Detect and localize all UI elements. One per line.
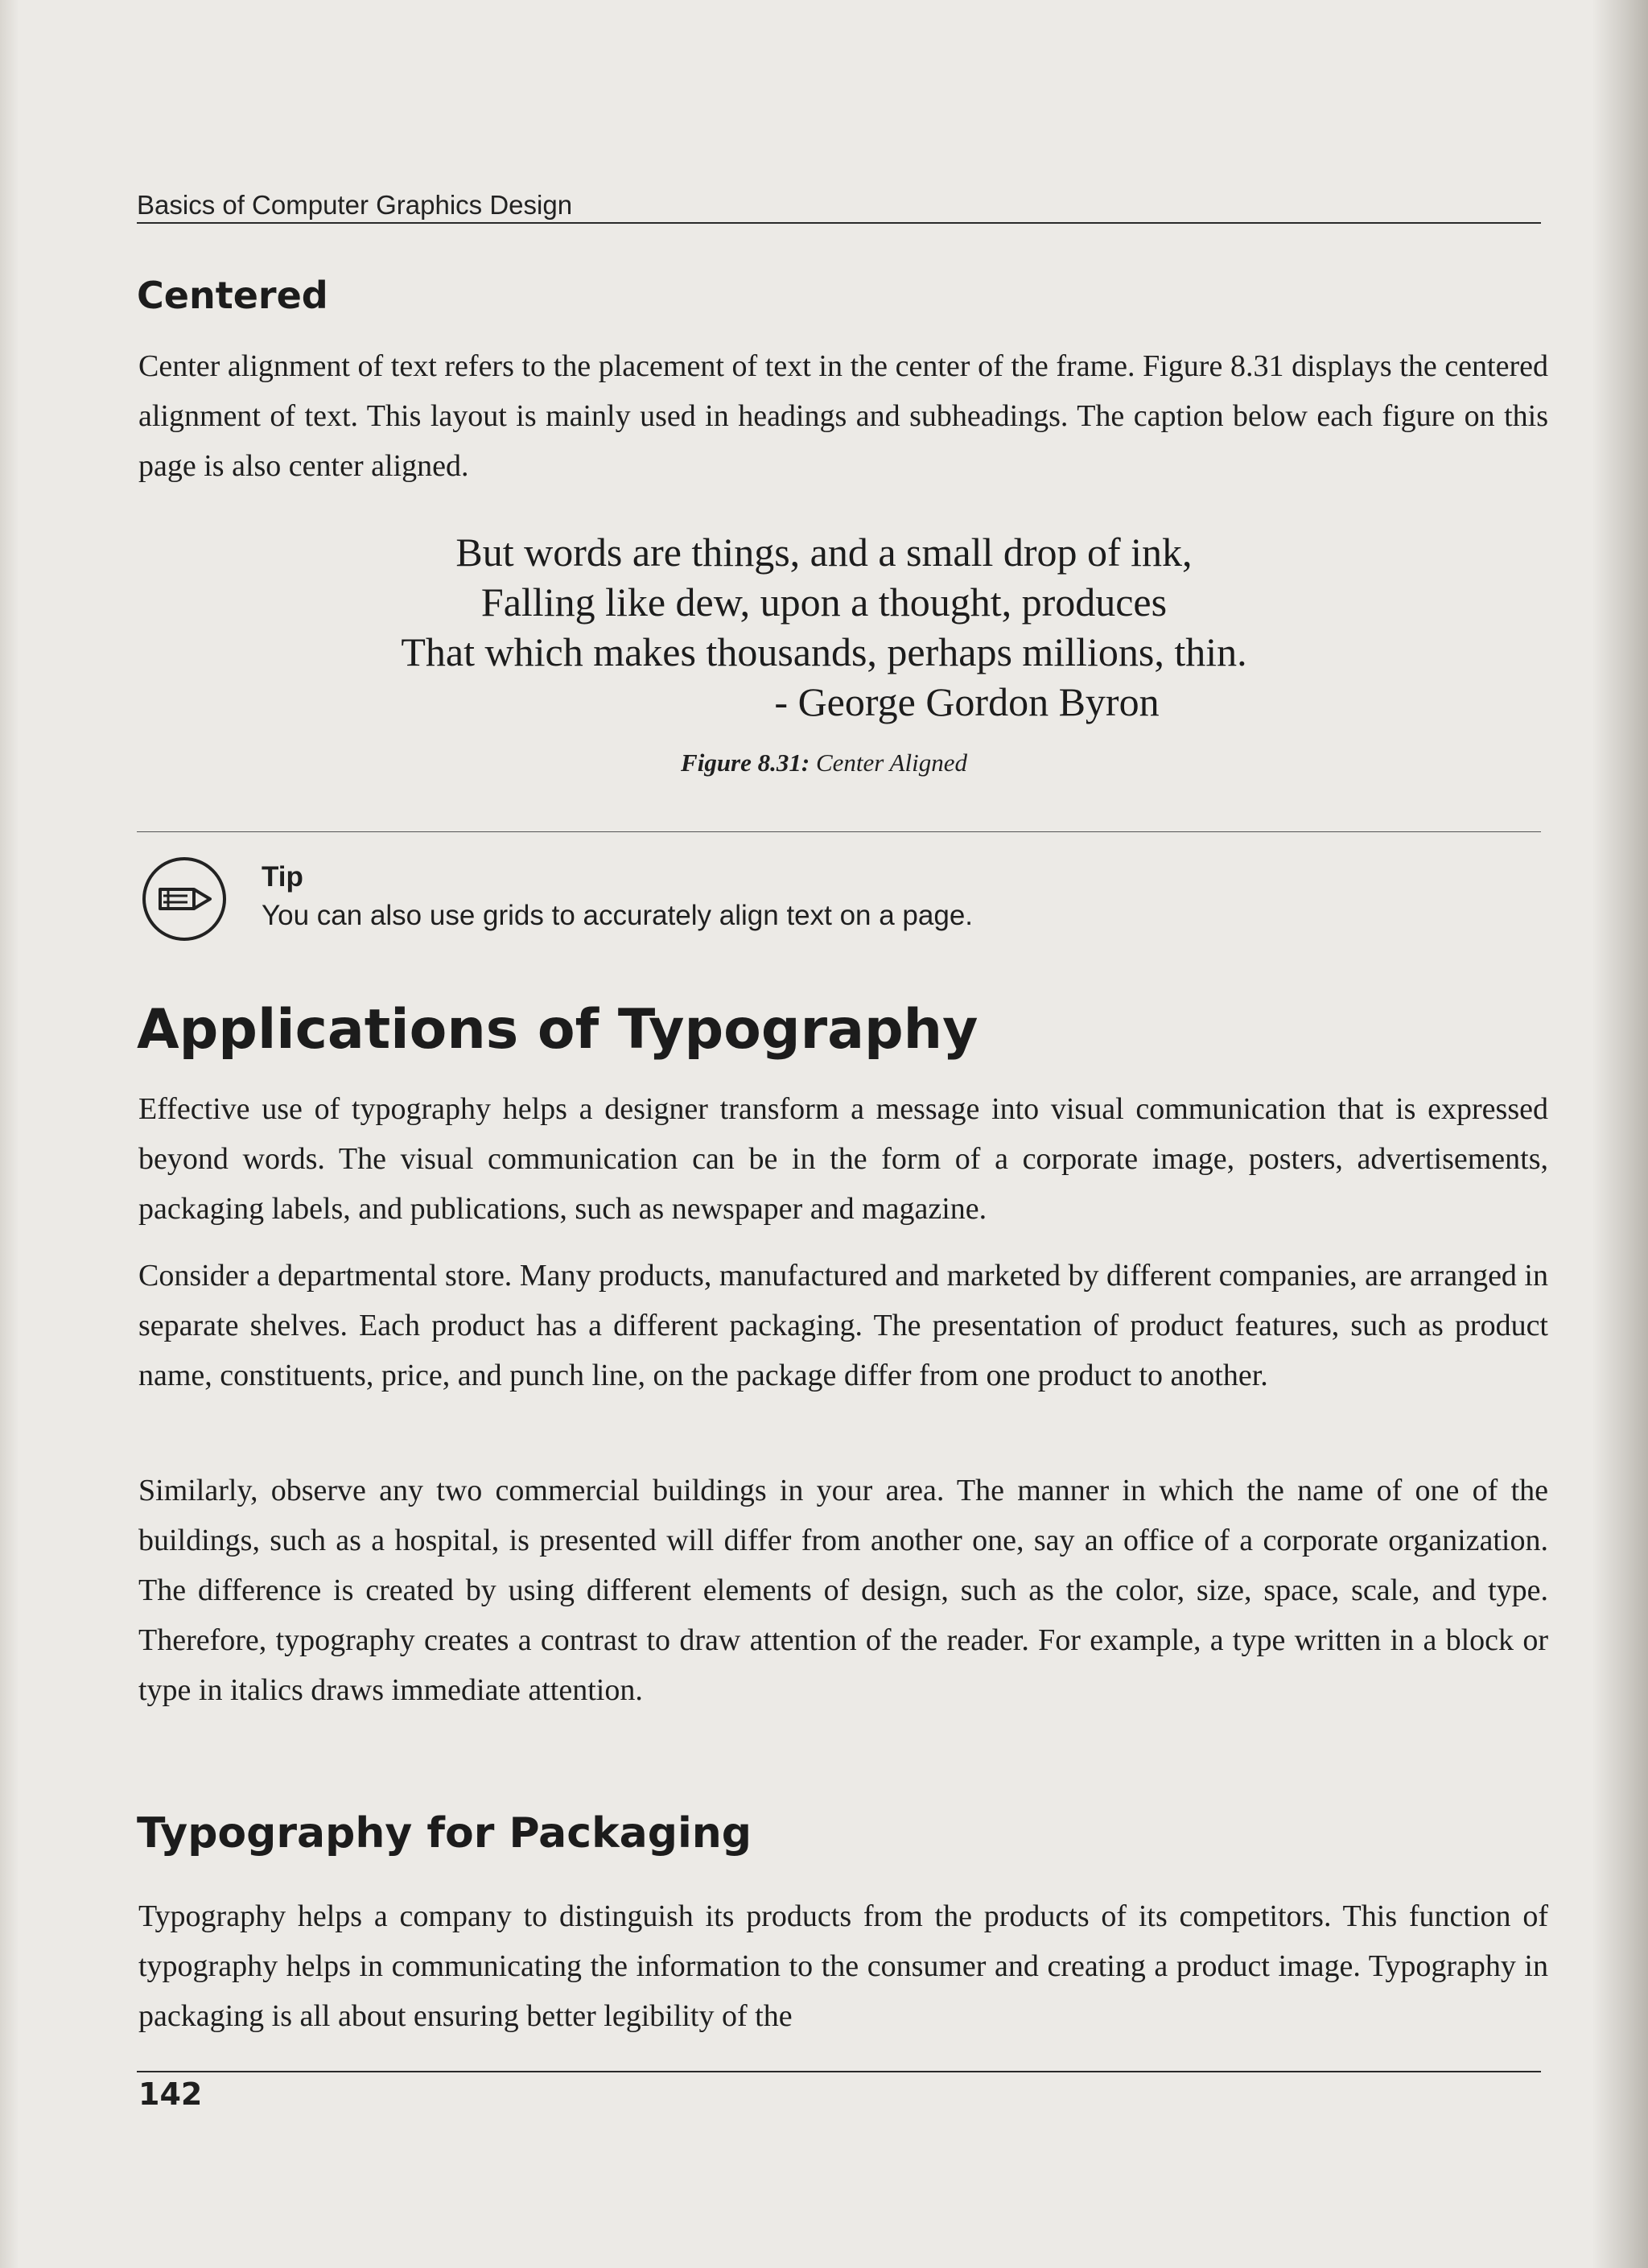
applications-paragraph: Similarly, observe any two commercial buildings in your area. The manner in which the name of one of the buildings, such as a hospital, is presented will differ from another one, say an office of a corporate organization. The difference is created by using different elements of design, such as the color, size, space, scale, and type. Therefore, typography creates a contrast to draw attention of the reader. For example, a type written in a block or type in italics draws immediate attention.: [138, 1474, 1548, 1707]
figure-caption: [0, 748, 1648, 777]
poem-line: Falling like dew, upon a thought, produces: [480, 579, 1168, 625]
pencil-icon: [141, 856, 228, 942]
poem-line: That which makes thousands, perhaps millions, thin.: [401, 629, 1247, 674]
tip-top-rule: [137, 831, 1541, 832]
figure-caption-label: Figure 8.31:: [681, 748, 810, 777]
tip-title: Tip: [262, 861, 303, 893]
poem-line: But words are things, and a small drop of ink,: [455, 530, 1193, 575]
packaging-heading: Typography for Packaging: [137, 1809, 752, 1858]
page-spine-shadow: [1592, 0, 1648, 2268]
applications-paragraph: Consider a departmental store. Many products, manufactured and marketed by different companies, are arranged in separate shelves. Each product has a different packaging. The presentation of product features, such as product name, constituents, price, and punch line, on the package differ from one product to another.: [138, 1259, 1548, 1392]
tip-text: You can also use grids to accurately align text on a page.: [262, 900, 974, 931]
centered-heading: Centered: [137, 274, 328, 317]
footer-rule: [137, 2071, 1541, 2072]
centered-paragraph: Center alignment of text refers to the placement of text in the center of the frame. Figure 8.31 displays the centered alignment of text. This layout is mainly used in headings and subheadings. The caption below each figure on this page is also center aligned.: [138, 349, 1548, 483]
applications-paragraph: Effective use of typography helps a designer transform a message into visual communication that is expressed beyond words. The visual communication can be in the form of a corporate image, posters, advertisements, packaging labels, and publications, such as newspaper and magazine.: [138, 1092, 1548, 1226]
running-header: Basics of Computer Graphics Design: [137, 190, 573, 220]
page-left-edge: [0, 0, 19, 2268]
figure-caption-text: Center Aligned: [815, 748, 967, 777]
figure-poem: [0, 527, 1648, 727]
applications-heading: Applications of Typography: [137, 998, 978, 1062]
page-number: 142: [138, 2076, 203, 2112]
poem-author: - George Gordon Byron: [774, 679, 1160, 724]
header-rule: [137, 222, 1541, 224]
packaging-paragraph: Typography helps a company to distinguish its products from the products of its competitors. This function of typography helps in communicating the information to the consumer and creating a product image. Typography in packaging is all about ensuring better legibility of the: [138, 1899, 1548, 2033]
